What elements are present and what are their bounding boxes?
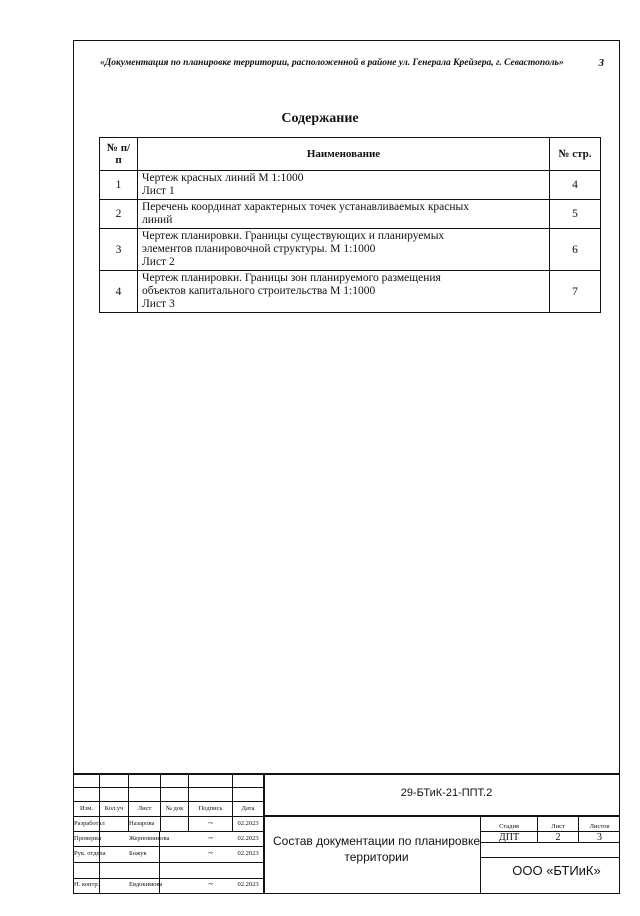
grid-line bbox=[73, 862, 263, 863]
toc-row-name-line: Лист 3 bbox=[142, 298, 175, 310]
header-text: «Документация по планировке территории, расположенной в районе ул. Генерала Крейзера, г. Севастополь» bbox=[100, 58, 564, 68]
toc-row-page: 5 bbox=[550, 200, 601, 229]
col-podpis: Подпись bbox=[198, 805, 223, 812]
toc-header-name: Наименование bbox=[138, 138, 550, 171]
signature-icon: ~ bbox=[208, 833, 213, 843]
sheets-value: 3 bbox=[597, 832, 602, 843]
toc-row-name-line: объектов капитального строительства М 1:1000 bbox=[142, 285, 376, 297]
toc-row bbox=[100, 171, 601, 200]
col-kolvo: Кол.уч bbox=[104, 805, 124, 812]
grid-line bbox=[263, 773, 265, 894]
toc-row-name-line: Чертеж планировки. Границы зон планируемого размещения bbox=[142, 272, 441, 284]
page-number: 3 bbox=[598, 57, 604, 69]
grid-line bbox=[73, 773, 620, 775]
doc-code: 29-БТиК-21-ППТ.2 bbox=[400, 787, 493, 799]
toc-row-name-line: элементов планировочной структуры. М 1:1000 bbox=[142, 243, 376, 255]
col-data: Дата bbox=[241, 805, 255, 812]
grid-line bbox=[188, 773, 189, 831]
grid-line bbox=[73, 787, 263, 788]
sheet-value: 2 bbox=[555, 832, 561, 843]
role-name: Евдокимова bbox=[129, 881, 163, 888]
toc-row-page: 6 bbox=[550, 229, 601, 271]
toc-row bbox=[100, 271, 601, 313]
role-date: 02.2023 bbox=[237, 850, 259, 857]
stage-value: ДПТ bbox=[498, 832, 520, 843]
toc-header-num bbox=[100, 138, 138, 171]
doc-title: Состав документации по планировке территории bbox=[273, 834, 480, 864]
signature-icon: ~ bbox=[208, 848, 213, 858]
toc-table bbox=[99, 137, 601, 313]
grid-line bbox=[480, 857, 620, 858]
toc-row-number: 3 bbox=[100, 229, 138, 271]
role-date: 02.2023 bbox=[237, 881, 259, 888]
sheet-label: Лист bbox=[551, 823, 565, 830]
role-date: 02.2023 bbox=[237, 835, 259, 842]
toc-row-name-line: Лист 2 bbox=[142, 256, 175, 268]
toc-row-name-line: Чертеж планировки. Границы существующих и планируемых bbox=[142, 230, 445, 242]
stage-label: Стадия bbox=[499, 823, 519, 830]
toc-row-name bbox=[138, 271, 550, 313]
col-ndoc: № док bbox=[165, 805, 184, 812]
role-name: Божук bbox=[129, 850, 147, 857]
role-date: 02.2023 bbox=[237, 820, 259, 827]
grid-line bbox=[99, 773, 100, 894]
toc-header-page: № стр. bbox=[550, 138, 601, 171]
signature-icon: ~ bbox=[208, 818, 213, 828]
toc-row-number: 1 bbox=[100, 171, 138, 200]
toc-row-page: 7 bbox=[550, 271, 601, 313]
role-label: Рук. отдела bbox=[74, 850, 106, 857]
role-name: Назарова bbox=[129, 820, 155, 827]
toc-header-row bbox=[100, 138, 601, 171]
toc-row bbox=[100, 200, 601, 229]
sheets-label: Листов bbox=[589, 823, 610, 830]
company-name: ООО «БТИиК» bbox=[512, 863, 601, 878]
grid-line bbox=[263, 815, 620, 817]
toc-row-number: 4 bbox=[100, 271, 138, 313]
role-label: Н. контр. bbox=[74, 881, 100, 888]
title-block bbox=[73, 773, 620, 894]
grid-line bbox=[73, 846, 263, 847]
grid-line bbox=[73, 816, 263, 817]
grid-line bbox=[73, 801, 263, 802]
toc-row-page: 4 bbox=[550, 171, 601, 200]
role-label: Проверил bbox=[74, 835, 102, 842]
toc-header-num-label: № п/п bbox=[106, 142, 131, 166]
grid-line bbox=[73, 831, 263, 832]
toc-row bbox=[100, 229, 601, 271]
document-header bbox=[100, 57, 604, 69]
col-list: Лист bbox=[137, 805, 152, 812]
toc-row-name-line: линий bbox=[142, 214, 173, 226]
toc-row-name bbox=[138, 229, 550, 271]
toc-body bbox=[100, 171, 601, 313]
role-label: Разработал bbox=[74, 820, 105, 827]
toc-row-name bbox=[138, 200, 550, 229]
toc-title: Содержание bbox=[281, 111, 359, 126]
toc-row-name bbox=[138, 171, 550, 200]
toc-row-name-line: Чертеж красных линий М 1:1000 bbox=[142, 172, 304, 184]
role-name: Жерновникова bbox=[129, 835, 170, 842]
toc-row-name-line: Перечень координат характерных точек устанавливаемых красных bbox=[142, 201, 470, 213]
grid-line bbox=[73, 878, 263, 879]
toc-row-name-line: Лист 1 bbox=[142, 185, 175, 197]
toc-row-number: 2 bbox=[100, 200, 138, 229]
signature-icon: ~ bbox=[208, 879, 213, 889]
col-izm: Изм. bbox=[80, 805, 93, 812]
